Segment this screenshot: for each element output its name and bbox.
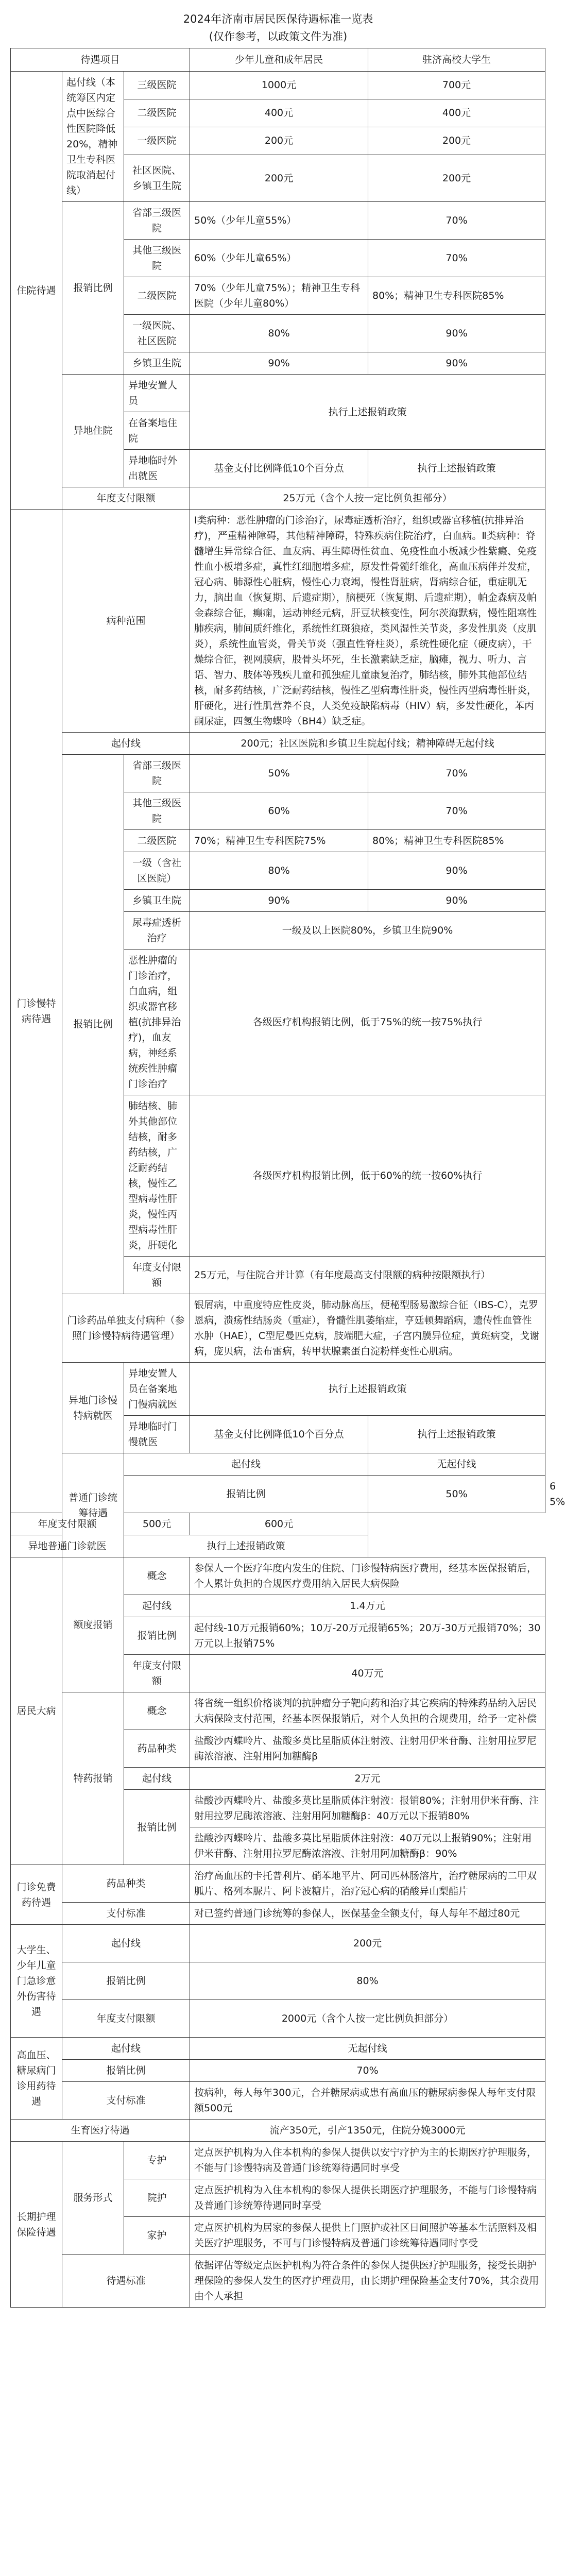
table-row [11, 2038, 545, 2060]
level-cell: 其他三级医院 [124, 792, 190, 830]
category-outpatient: 普通门诊统筹待遇 [62, 1453, 124, 1557]
table-row [11, 1294, 545, 1363]
value-cell: 80%；精神卫生专科医院85% [368, 277, 545, 315]
chronic-remote-label: 异地门诊慢特病就医 [62, 1363, 124, 1453]
page-title: 2024年济南市居民医保待遇标准一览表 [183, 13, 373, 25]
value-cell: 无起付线 [190, 2038, 545, 2060]
table-row [11, 2255, 545, 2308]
table-row [11, 375, 545, 412]
chronic-ratio-label: 报销比例 [62, 755, 124, 1294]
sub-label-cell: 起付线 [124, 1453, 368, 1476]
category-maternity: 生育医疗待遇 [11, 2120, 190, 2142]
level-cell: 一级（含社区医院） [124, 852, 190, 890]
table-row [11, 2060, 545, 2082]
value-cell: 70%；精神卫生专科医院75% [190, 830, 368, 852]
value-cell: 盐酸沙丙蝶呤片、盐酸多莫比星脂质体注射液、注射用伊米苷酶、注射用拉罗尼酶浓溶液、注射用阿加糖酶β [190, 1730, 545, 1768]
critical-drug-label: 特药报销 [62, 1692, 124, 1865]
table-row [11, 510, 545, 733]
table-row [11, 1557, 545, 1595]
sub-label-cell: 起付线 [124, 1595, 190, 1617]
value-cell: 执行上述报销政策 [190, 1363, 545, 1416]
value-cell: 50% [368, 1476, 545, 1513]
header-item: 待遇项目 [11, 48, 190, 72]
table-row [11, 2082, 545, 2120]
table-row [11, 487, 545, 510]
table-row [11, 1865, 545, 1903]
value-cell: 90% [368, 852, 545, 890]
value-cell: 600元 [190, 1513, 368, 1535]
table-row: 报销比例 50% 65% [11, 1476, 545, 1513]
table-row [11, 202, 545, 240]
table-row [11, 1962, 545, 2000]
sub-label-cell: 年度支付限额 [124, 1257, 190, 1294]
value-cell: 治疗高血压的卡托普利片、硝苯地平片、阿司匹林肠溶片，治疗糖尿病的二甲双胍片、格列本脲片、阿卡波糖片，治疗冠心病的硝酸异山梨酯片 [190, 1865, 545, 1903]
value-cell: 80%；精神卫生专科医院85% [368, 830, 545, 852]
sub-label-cell: 报销比例 [62, 2060, 190, 2082]
sub-label-cell: 家护 [124, 2217, 190, 2255]
value-cell: 90% [368, 352, 545, 375]
sub-label-cell: 异地普通门诊就医 [11, 1535, 124, 1557]
table-row [11, 1903, 545, 1925]
value-cell: 60%（少年儿童65%） [190, 240, 368, 277]
table-row [11, 1692, 545, 1730]
value-cell: 基金支付比例降低10个百分点 [190, 1416, 368, 1453]
value-cell: 25万元，与住院合并计算（有年度最高支付限额的病种按限额执行） [190, 1257, 545, 1294]
value-cell: 80% [190, 852, 368, 890]
inpatient-remote-label: 异地住院 [62, 375, 124, 487]
value-cell: 一级及以上医院80%，乡镇卫生院90% [190, 912, 545, 950]
value-cell: 200元 [190, 127, 368, 155]
value-cell: 50%（少年儿童55%） [190, 202, 368, 240]
value-cell: 1000元 [190, 72, 368, 99]
critical-quota-label: 额度报销 [62, 1557, 124, 1692]
level-cell: 三级医院 [124, 72, 190, 99]
value-cell: 40万元 [190, 1655, 545, 1692]
inpatient-ratio-label: 报销比例 [62, 202, 124, 375]
header-adult: 少年儿童和成年居民 [190, 48, 368, 72]
value-cell: 200元 [368, 127, 545, 155]
sub-label-cell: 在备案地住院 [124, 412, 190, 450]
level-cell: 二级医院 [124, 277, 190, 315]
sub-label-cell: 年度支付限额 [124, 1655, 190, 1692]
value-cell: 盐酸沙丙蝶呤片、盐酸多莫比星脂质体注射液：报销80%；注射用伊米苷酶、注射用拉罗尼酶浓溶液、注射用阿加糖酶β：40万元以下报销80% [190, 1790, 545, 1827]
value-cell: 70% [368, 755, 545, 792]
value-cell: 70% [368, 792, 545, 830]
category-critical: 居民大病 [11, 1557, 62, 1865]
table-row [11, 733, 545, 755]
sub-label-cell: 药品种类 [62, 1865, 190, 1903]
sub-label-cell: 异地安置人员 [124, 375, 190, 412]
level-cell: 二级医院 [124, 99, 190, 127]
value-cell: 200元 [368, 155, 545, 201]
value-cell: 90% [190, 352, 368, 375]
sub-label-cell: 待遇标准 [62, 2255, 190, 2308]
value-cell: 700元 [368, 72, 545, 99]
category-ltc: 长期护理保险待遇 [11, 2142, 62, 2308]
sub-label-cell: 异地安置人员在备案地门慢病就医 [124, 1363, 190, 1416]
value-cell: 1.4万元 [190, 1595, 545, 1617]
ltc-service-label: 服务形式 [62, 2142, 124, 2255]
chronic-disease-label: 病种范围 [62, 510, 190, 733]
level-cell: 社区医院、乡镇卫生院 [124, 155, 190, 201]
table-row [11, 2120, 545, 2142]
sub-label-cell: 概念 [124, 1557, 190, 1595]
level-cell: 二级医院 [124, 830, 190, 852]
category-chronic: 门诊慢特病待遇 [11, 510, 62, 1513]
value-cell: 400元 [190, 99, 368, 127]
category-inpatient: 住院待遇 [11, 72, 62, 510]
value-cell: 25万元（含个人按一定比例负担部分） [190, 487, 545, 510]
level-cell: 尿毒症透析治疗 [124, 912, 190, 950]
value-cell: 500元 [124, 1513, 190, 1535]
sub-label-cell: 概念 [124, 1692, 190, 1730]
value-cell: 盐酸沙丙蝶呤片、盐酸多莫比星脂质体注射液：40万元以上报销90%；注射用伊米苷酶、注射用拉罗尼酶浓溶液、注射用阿加糖酶β：90% [190, 1827, 545, 1865]
sub-label-cell: 报销比例 [62, 1962, 190, 2000]
value-cell: 执行上述报销政策 [190, 375, 545, 450]
value-cell: 90% [190, 890, 368, 912]
value-cell: 定点医护机构为居家的参保人提供上门照护或社区日间照护等基本生活照料及相关医疗护理服务，不可与门诊慢特病及普通门诊统筹待遇同时享受 [190, 2217, 545, 2255]
category-diabetes: 高血压、糖尿病门诊用药待遇 [11, 2038, 62, 2120]
table-row [11, 1535, 545, 1557]
value-cell: 80% [190, 1962, 545, 2000]
value-cell: 400元 [368, 99, 545, 127]
sub-label-cell: 报销比例 [124, 1617, 190, 1655]
level-cell: 省部三级医院 [124, 755, 190, 792]
sub-label-cell: 起付线 [62, 2038, 190, 2060]
sub-label-cell: 异地临时外出就医 [124, 450, 190, 487]
chronic-disease-text: Ⅰ类病种：恶性肿瘤的门诊治疗，尿毒症透析治疗，组织或器官移植(抗排异治疗)，严重精神障碍，其他精神障碍，特殊疾病住院治疗，白血病。Ⅱ类病种：脊髓增生异常综合征、血友病、再生障碍性贫血、免疫性血小板减少性紫癜、免疫性血小板增多症，真性红细胞增多症，原发性骨髓纤维化，高血压病伴并发症，冠心病、肺源性心脏病，慢性心力衰竭，慢性肾脏病，肾病综合征，重症肌无力，脑出血（恢复期、后遗症期），脑梗死（恢复期、后遗症期），帕金森病及帕金森综合征，癫痫，运动神经元病，肝豆状核变性，阿尔茨海默病，慢性阻塞性肺疾病，肺间质纤维化，系统性红斑狼疮，类风湿性关节炎，多发性肌炎（皮肌炎），系统性血管炎，骨关节炎（强直性脊柱炎），系统性硬化症（硬皮病），干燥综合征，视网膜病，股骨头坏死，生长激素缺乏症，脑瘫，视力、听力、言语、智力、肢体等残疾儿童和孤独症儿童康复治疗，肺结核，肺外其他部位结核，耐多药结核，广泛耐药结核，慢性乙型病毒性肝炎，慢性丙型病毒性肝炎，肝硬化，进行性肌营养不良，人类免疫缺陷病毒（HIV）病，多发性硬化，苯丙酮尿症，四氢生物蝶呤（BH4）缺乏症。 [190, 510, 545, 733]
value-cell: 50% [190, 755, 368, 792]
table-row [11, 1363, 545, 1416]
value-cell: 200元 [190, 155, 368, 201]
value-cell: 流产350元，引产1350元，住院分娩3000元 [190, 2120, 545, 2142]
sub-label-cell: 支付标准 [62, 2082, 190, 2120]
table-row [11, 755, 545, 792]
value-cell: 无起付线 [368, 1453, 545, 1476]
value-cell: 90% [368, 315, 545, 352]
header-student: 驻济高校大学生 [368, 48, 545, 72]
value-cell: 2000元（含个人按一定比例负担部分） [190, 2000, 545, 2038]
table-row [11, 1513, 545, 1535]
table-row [11, 72, 545, 99]
value-cell: 执行上述报销政策 [124, 1535, 368, 1557]
sub-label-cell: 年度支付限额 [62, 487, 190, 510]
sub-label-cell: 异地临时门慢就医 [124, 1416, 190, 1453]
value-cell: 70%（少年儿童75%）；精神卫生专科医院（少年儿童80%） [190, 277, 368, 315]
value-cell: 各级医疗机构报销比例，低于60%的统一按60%执行 [190, 1095, 545, 1257]
value-cell: 200元；社区医院和乡镇卫生院起付线；精神障碍无起付线 [190, 733, 545, 755]
sub-label-cell: 报销比例 [124, 1476, 368, 1513]
inpatient-deductible-label: 起付线（本统筹区内定点中医综合性医院降低20%，精神卫生专科医院取消起付线） [62, 72, 124, 202]
value-cell: 基金支付比例降低10个百分点 [190, 450, 368, 487]
value-cell: 银屑病，中重度特应性皮炎，肺动脉高压，便秘型肠易激综合征（IBS-C），克罗恩病，溃疡性结肠炎（重症），脊髓性肌萎缩症，亨廷顿舞蹈病，遗传性血管性水肿（HAE），C型尼曼匹克病，肢端肥大症，子宫内膜异位症，黄斑病变，戈谢病，庞贝病，法布雷病，转甲状腺素蛋白淀粉样变性心肌病。 [190, 1294, 545, 1363]
value-cell: 70% [190, 2060, 545, 2082]
value-cell: 执行上述报销政策 [368, 1416, 545, 1453]
value-cell: 按病种，每人每年300元，合并糖尿病或患有高血压的糖尿病参保人每年支付限额500元 [190, 2082, 545, 2120]
category-emergency: 大学生、少年儿童门急诊意外伤害待遇 [11, 1925, 62, 2038]
sub-label-cell: 专护 [124, 2142, 190, 2179]
level-cell: 一级医院 [124, 127, 190, 155]
value-cell: 各级医疗机构报销比例，低于75%的统一按75%执行 [190, 950, 545, 1095]
value-cell: 70% [368, 240, 545, 277]
value-cell: 60% [190, 792, 368, 830]
value-cell: 70% [368, 202, 545, 240]
table-row [11, 1453, 545, 1476]
value-cell: 90% [368, 890, 545, 912]
value-cell: 200元 [190, 1925, 545, 1962]
sub-label-cell: 起付线 [124, 1768, 190, 1790]
sub-label-cell: 药品种类 [124, 1730, 190, 1768]
value-cell: 对已签约普通门诊统筹的参保人，医保基金全额支付，每人每年不超过80元 [190, 1903, 545, 1925]
sub-label-cell: 院护 [124, 2179, 190, 2217]
category-free-drug: 门诊免费药待遇 [11, 1865, 62, 1925]
table-header-row [11, 48, 545, 72]
sub-label-cell: 起付线 [62, 733, 190, 755]
level-cell: 乡镇卫生院 [124, 352, 190, 375]
sub-label-cell: 年度支付限额 [62, 2000, 190, 2038]
sub-label-cell: 报销比例 [124, 1790, 190, 1865]
sub-label-cell: 门诊药品单独支付病种（参照门诊慢特病待遇管理） [62, 1294, 190, 1363]
table-row [11, 2142, 545, 2179]
level-cell: 一级医院、社区医院 [124, 315, 190, 352]
sub-label-cell: 年度支付限额 [11, 1513, 124, 1535]
value-cell: 定点医护机构为入住本机构的参保人提供长期医疗护理服务，不能与门诊慢特病及普通门诊统筹待遇同时享受 [190, 2179, 545, 2217]
value-cell: 2万元 [190, 1768, 545, 1790]
level-cell: 乡镇卫生院 [124, 890, 190, 912]
table-row [11, 1925, 545, 1962]
value-cell: 依据评估等级定点医护机构为符合条件的参保人提供医疗护理服务，接受长期护理保险的参保人发生的医疗护理费用，由长期护理保险基金支付70%，其余费用由个人承担 [190, 2255, 545, 2308]
sub-label-cell: 支付标准 [62, 1903, 190, 1925]
value-cell: 起付线-10万元报销60%；10万-20万元报销65%；20万-30万元报销70%；30万元以上报销75% [190, 1617, 545, 1655]
table-row [11, 2000, 545, 2038]
level-cell: 肺结核、肺外其他部位结核，耐多药结核，广泛耐药结核，慢性乙型病毒性肝炎，慢性丙型病毒性肝炎，肝硬化 [124, 1095, 190, 1257]
value-cell: 参保人一个医疗年度内发生的住院、门诊慢特病医疗费用，经基本医保报销后，个人累计负担的合规医疗费用纳入居民大病保险 [190, 1557, 545, 1595]
value-cell: 执行上述报销政策 [368, 450, 545, 487]
value-cell: 将省统一组织价格谈判的抗肿瘤分子靶向药和治疗其它疾病的特殊药品纳入居民大病保险支付范围，经基本医保报销后，对个人负担的合规费用，给予一定补偿 [190, 1692, 545, 1730]
page-subtitle: (仅作参考，以政策文件为准) [209, 30, 348, 43]
level-cell: 省部三级医院 [124, 202, 190, 240]
sub-label-cell: 起付线 [62, 1925, 190, 1962]
benefit-table [10, 48, 565, 2308]
value-cell: 定点医护机构为入住本机构的参保人提供以安宁疗护为主的长期医疗护理服务，不能与门诊慢特病及普通门诊统筹待遇同时享受 [190, 2142, 545, 2179]
level-cell: 其他三级医院 [124, 240, 190, 277]
level-cell: 恶性肿瘤的门诊治疗，白血病，组织或器官移植(抗排异治疗)，血友病，神经系统疾性肿瘤门诊治疗 [124, 950, 190, 1095]
value-cell: 80% [190, 315, 368, 352]
